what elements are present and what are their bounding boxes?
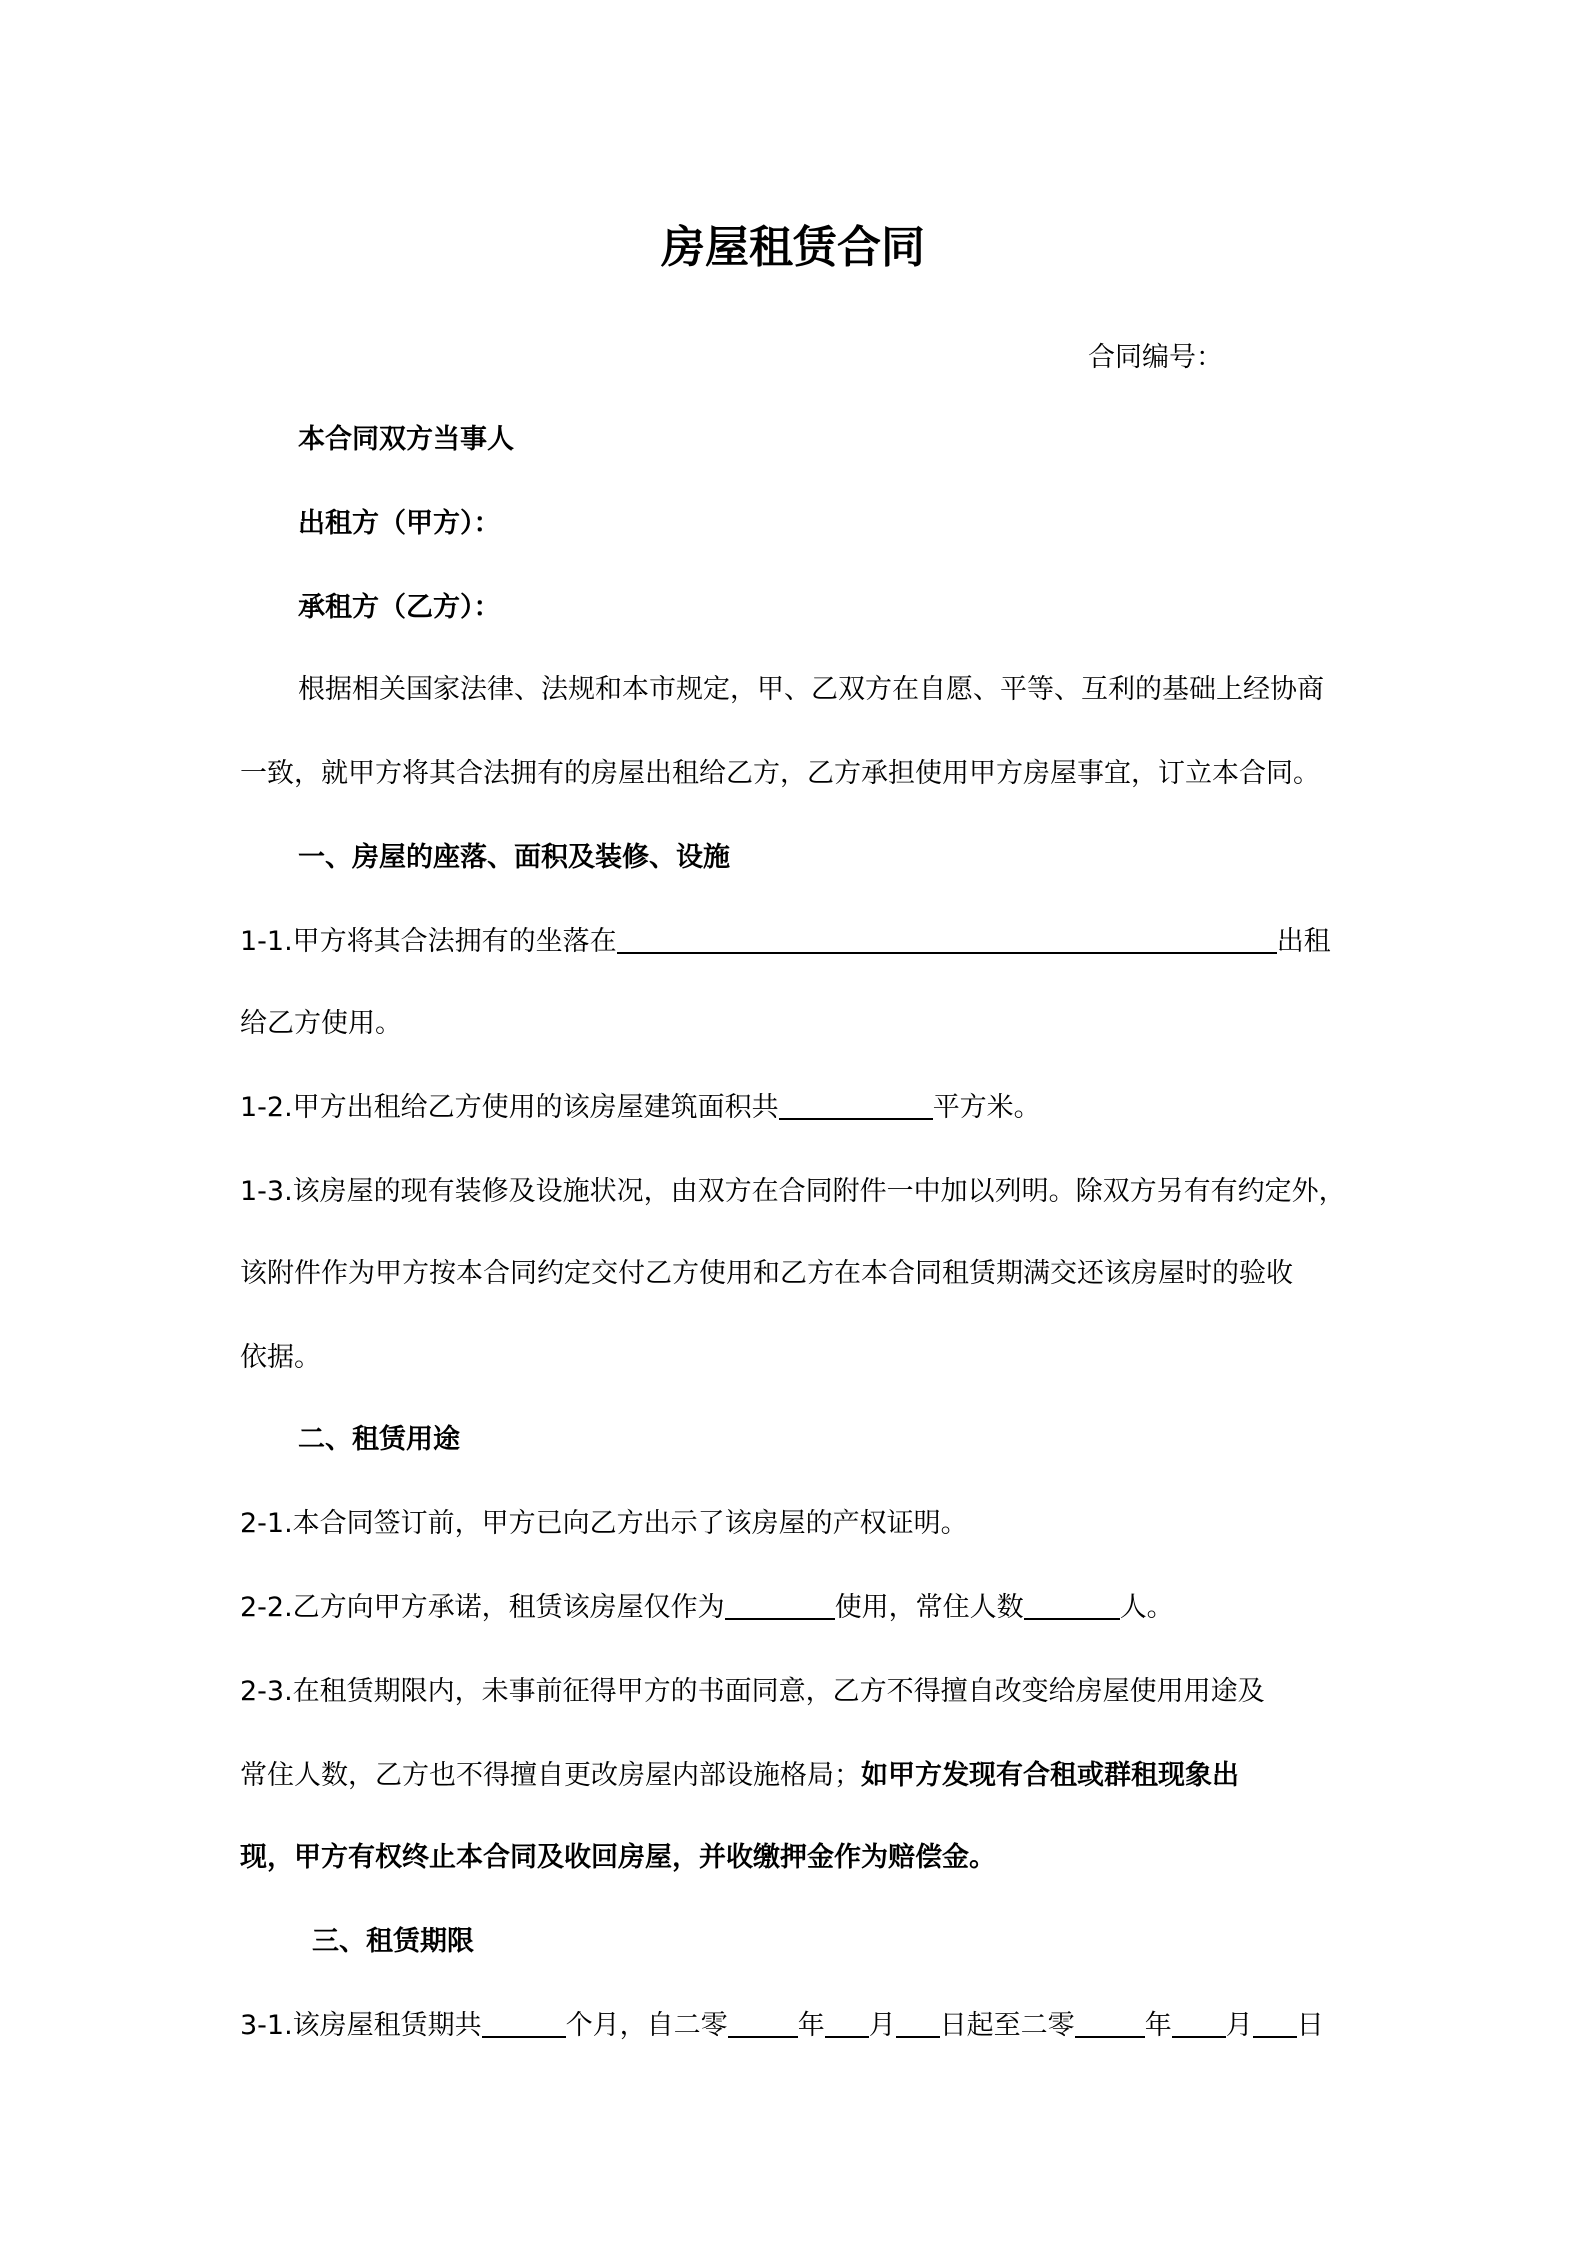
clause-1-2-tail: 平方米。 (932, 1092, 1041, 1123)
clause-1-2-text: 1-2.甲方出租给乙方使用的该房屋建筑面积共 (240, 1092, 779, 1123)
start-year-blank (728, 2006, 798, 2038)
contract-number-label: 合同编号： (1088, 342, 1223, 373)
end-day-blank (1253, 2006, 1297, 2038)
document-title: 房屋租赁合同 (661, 222, 925, 273)
clause-2-2-tail: 人。 (1119, 1592, 1174, 1623)
parties-heading: 本合同双方当事人 (298, 424, 514, 455)
clause-2-2-mid: 使用，常住人数 (834, 1592, 1024, 1623)
clause-3-1-from: 个月，自二零 (565, 2010, 728, 2041)
clause-2-3-bold: 如甲方发现有合租或群租现象出 (861, 1760, 1239, 1791)
intro-line-2: 一致，就甲方将其合法拥有的房屋出租给乙方，乙方承担使用甲方房屋事宜，订立本合同。 (240, 758, 1320, 789)
intro-line-1: 根据相关国家法律、法规和本市规定，甲、乙双方在自愿、平等、互利的基础上经协商 (298, 674, 1324, 705)
clause-2-2-text: 2-2.乙方向甲方承诺，租赁该房屋仅作为 (240, 1592, 725, 1623)
clause-3-1 (240, 2006, 1324, 2046)
clause-1-3-line-3: 依据。 (240, 1342, 321, 1373)
usage-blank (725, 1588, 835, 1620)
clause-1-3-line-1: 1-3.该房屋的现有装修及设施状况，由双方在合同附件一中加以列明。除双方另有有约定外， (240, 1176, 1346, 1207)
start-day-blank (896, 2006, 940, 2038)
day-label: 日 (1296, 2010, 1324, 2041)
months-blank (482, 2006, 566, 2038)
end-year-blank (1075, 2006, 1145, 2038)
clause-3-1-to: 日起至二零 (939, 2010, 1075, 2041)
clause-3-1-text: 3-1.该房屋租赁期共 (240, 2010, 482, 2041)
clause-1-1-text: 1-1.甲方将其合法拥有的坐落在 (240, 926, 617, 957)
year-label: 年 (1144, 2010, 1172, 2041)
section-3-heading: 三、租赁期限 (312, 1926, 474, 1957)
clause-1-1 (240, 922, 1331, 962)
month-label: 月 (868, 2010, 896, 2041)
clause-2-2 (240, 1588, 1174, 1628)
start-month-blank (825, 2006, 869, 2038)
clause-2-3-normal: 常住人数，乙方也不得擅自更改房屋内部设施格局； (240, 1760, 861, 1791)
occupants-blank (1024, 1588, 1120, 1620)
month-label: 月 (1225, 2010, 1253, 2041)
lessor-label: 出租方（甲方）： (298, 508, 501, 539)
clause-1-1-cont: 给乙方使用。 (240, 1008, 402, 1039)
lessee-label: 承租方（乙方）： (298, 592, 501, 623)
clause-2-3-line-1: 2-3.在租赁期限内，未事前征得甲方的书面同意，乙方不得擅自改变给房屋使用用途及 (240, 1676, 1265, 1707)
end-month-blank (1172, 2006, 1226, 2038)
section-1-heading: 一、房屋的座落、面积及装修、设施 (298, 842, 730, 873)
location-blank (617, 922, 1277, 954)
clause-1-2 (240, 1088, 1041, 1128)
area-blank (779, 1088, 933, 1120)
year-label: 年 (797, 2010, 825, 2041)
clause-1-1-tail: 出租 (1276, 926, 1331, 957)
clause-1-3-line-2: 该附件作为甲方按本合同约定交付乙方使用和乙方在本合同租赁期满交还该房屋时的验收 (240, 1258, 1293, 1289)
section-2-heading: 二、租赁用途 (298, 1424, 460, 1455)
clause-2-3-line-3: 现，甲方有权终止本合同及收回房屋，并收缴押金作为赔偿金。 (240, 1842, 996, 1873)
clause-2-1: 2-1.本合同签订前，甲方已向乙方出示了该房屋的产权证明。 (240, 1508, 968, 1539)
clause-2-3-line-2 (240, 1756, 1239, 1796)
